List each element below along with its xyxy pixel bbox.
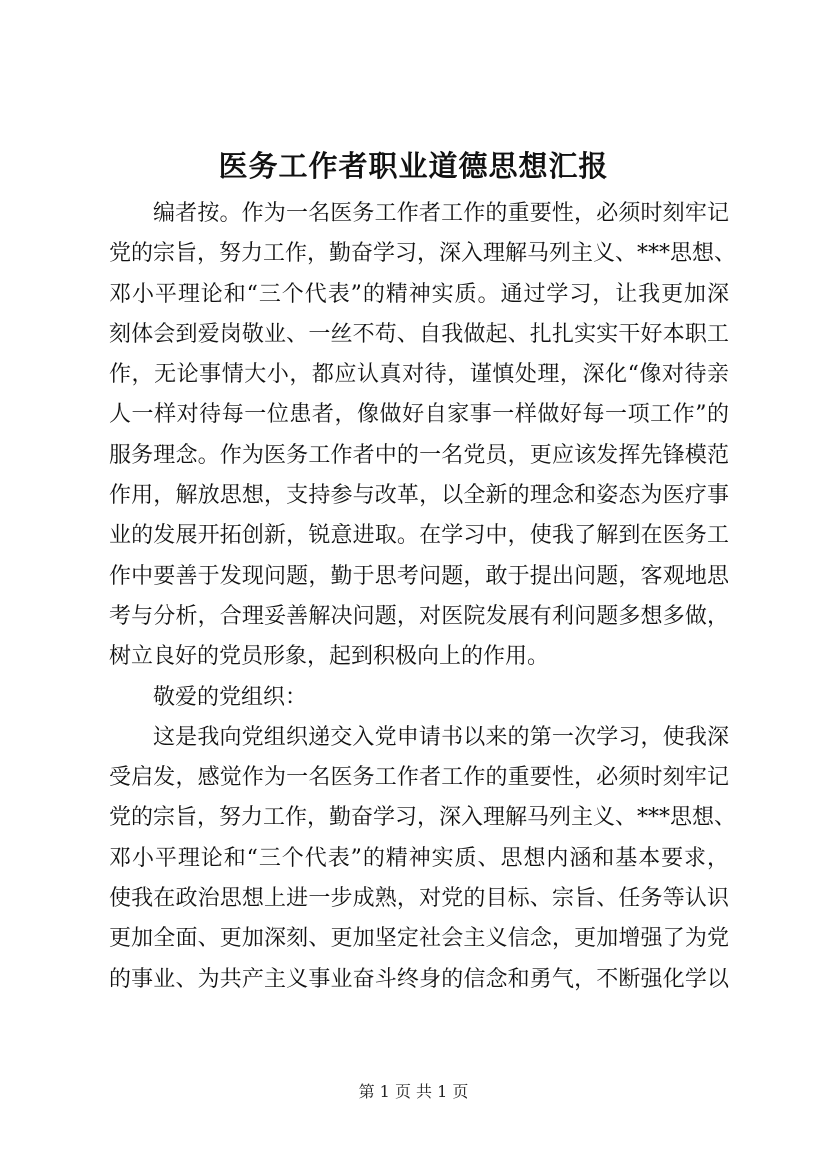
- paragraph-line: 邓小平理论和“三个代表”的精神实质。通过学习，让我更加深: [109, 281, 729, 307]
- paragraph-line: 作，无论事情大小，都应认真对待，谨慎处理，深化“像对待亲: [109, 362, 729, 388]
- paragraph-line: 作中要善于发现问题，勤于思考问题，敢于提出问题，客观地思: [109, 563, 729, 589]
- paragraph-line: 编者按。作为一名医务工作者工作的重要性，必须时刻牢记: [153, 201, 729, 226]
- paragraph-line: 党的宗旨，努力工作，勤奋学习，深入理解马列主义、***思想、: [109, 805, 737, 831]
- document-body: [109, 194, 737, 1000]
- paragraph-line: 服务理念。作为医务工作者中的一名党员，更应该发挥先锋模范: [109, 442, 729, 468]
- paragraph-line: 这是我向党组织递交入党申请书以来的第一次学习，使我深: [153, 724, 729, 750]
- paragraph-line: 的事业、为共产主义事业奋斗终身的信念和勇气，不断强化学以: [109, 966, 729, 992]
- paragraph-line: 树立良好的党员形象，起到积极向上的作用。: [109, 644, 550, 670]
- document-title: 医务工作者职业道德思想汇报: [218, 149, 609, 183]
- paragraph-line: 党的宗旨，努力工作，勤奋学习，深入理解马列主义、***思想、: [109, 241, 737, 267]
- paragraph-line: 刻体会到爱岗敬业、一丝不苟、自我做起、扎扎实实干好本职工: [109, 321, 729, 347]
- paragraph-line: 使我在政治思想上进一步成熟，对党的目标、宗旨、任务等认识: [109, 886, 729, 912]
- paragraph-line: 业的发展开拓创新，锐意进取。在学习中，使我了解到在医务工: [109, 523, 729, 549]
- page-footer: 第 1 页 共 1 页: [358, 1082, 469, 1101]
- paragraph-line: 邓小平理论和“三个代表”的精神实质、思想内涵和基本要求，: [109, 845, 729, 871]
- salutation-line: 敬爱的党组织：: [153, 684, 308, 710]
- paragraph-line: 作用，解放思想，支持参与改革，以全新的理念和姿态为医疗事: [109, 483, 729, 509]
- paragraph-line: 受启发，感觉作为一名医务工作者工作的重要性，必须时刻牢记: [109, 765, 729, 791]
- paragraph-line: 人一样对待每一位患者，像做好自家事一样做好每一项工作”的: [109, 402, 729, 428]
- paragraph-line: 更加全面、更加深刻、更加坚定社会主义信念，更加增强了为党: [109, 926, 729, 952]
- paragraph-line: 考与分析，合理妥善解决问题，对医院发展有利问题多想多做，: [109, 603, 729, 629]
